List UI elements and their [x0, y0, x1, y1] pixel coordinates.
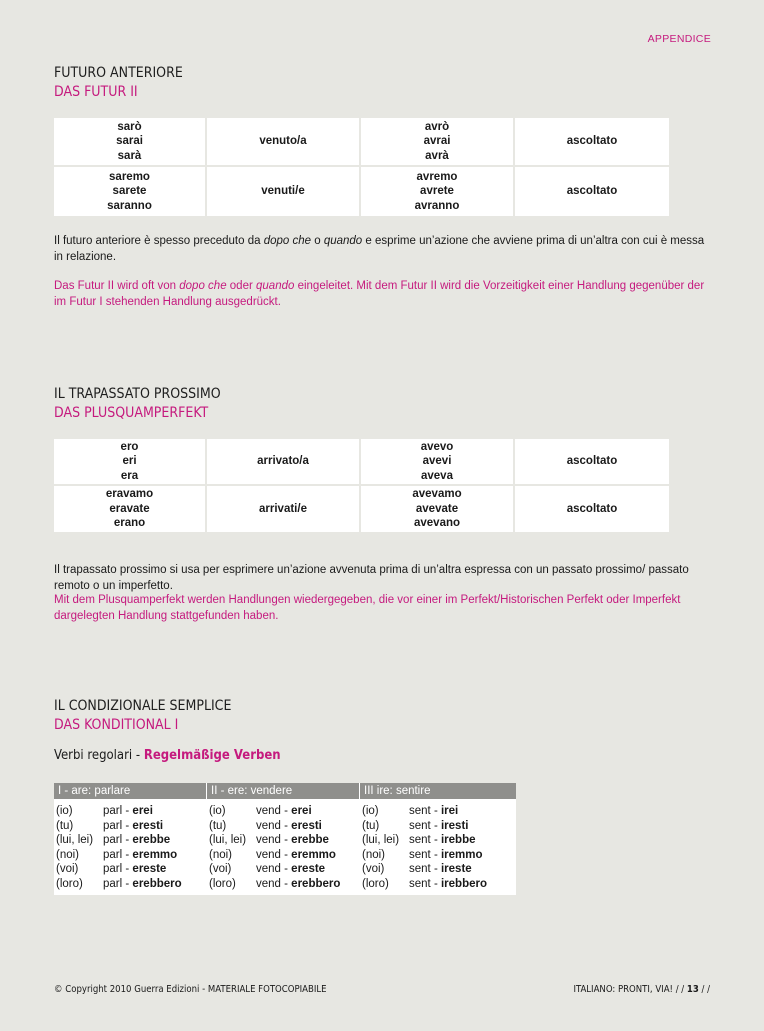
- page-number: 13: [686, 984, 699, 995]
- participle-cell: venuto/a: [207, 118, 361, 167]
- aux-form: avrete: [420, 185, 454, 198]
- aux-form: avevo: [420, 440, 454, 453]
- participle-cell: arrivati/e: [207, 486, 361, 532]
- verb-column-ire: [360, 783, 516, 892]
- verb-form: vend - ereste: [256, 863, 326, 876]
- verb-form: sent - ireste: [409, 863, 472, 876]
- futuro-title-de: DAS FUTUR II: [54, 84, 138, 100]
- table-row: [54, 486, 669, 532]
- conjugation-row: [207, 804, 359, 819]
- pronoun: (io): [209, 805, 226, 817]
- aux-form: saranno: [107, 199, 152, 212]
- pronoun: (loro): [209, 877, 236, 890]
- aux-form: sarò: [117, 120, 142, 133]
- conjugation-row: [360, 862, 516, 877]
- aux-cell: [54, 167, 207, 216]
- pronoun: (voi): [56, 863, 79, 876]
- column-header: I - are: parlare: [54, 783, 206, 799]
- aux-form: avrò: [424, 120, 450, 133]
- aux-cell: [54, 486, 207, 532]
- pronoun: (loro): [362, 877, 389, 890]
- aux-form: ero: [120, 440, 139, 453]
- participle-cell: arrivato/a: [207, 439, 361, 486]
- aux-form: avevi: [422, 455, 452, 468]
- verb-column-ere: [207, 783, 359, 892]
- pronoun: (lui, lei): [362, 834, 400, 847]
- conjugation-row: [54, 833, 206, 848]
- futuro-title-it: FUTURO ANTERIORE: [54, 65, 183, 81]
- futuro-explanation-de: Das Futur II wird oft von dopo che oder quando eingeleitet. Mit dem Futur II wird die Vorzeitigkeit einer Handlung gegenüber der im Futur I stehenden Handlung ausgedrückt.: [54, 280, 705, 308]
- conjugation-row: [54, 862, 206, 877]
- pronoun: (loro): [56, 877, 83, 890]
- appendix-label: APPENDICE: [647, 33, 711, 45]
- aux-form: sarete: [112, 185, 147, 198]
- pronoun: (voi): [362, 863, 385, 876]
- trapassato-table: [54, 439, 669, 532]
- aux-form: erano: [113, 517, 146, 530]
- futuro-heading: [54, 64, 670, 102]
- conjugation-row: [54, 819, 206, 834]
- verb-form: vend - erebbero: [256, 877, 341, 890]
- aux-cell: [361, 118, 515, 167]
- trapassato-explanation-de: Mit dem Plusquamperfekt werden Handlungen wiedergegeben, die vor einer im Perfekt/Historischen Perfekt oder Imperfekt dargelegten Handlung stattgefunden haben.: [54, 594, 681, 622]
- column-header: II - ere: vendere: [207, 783, 359, 799]
- participle-cell: venuti/e: [207, 167, 361, 216]
- aux-form: eravamo: [105, 488, 154, 501]
- aux-cell: [54, 439, 207, 486]
- conditional-verb-table: [54, 783, 516, 895]
- futuro-table: [54, 118, 669, 216]
- verb-form: parl - eresti: [103, 819, 164, 832]
- aux-form: era: [120, 469, 139, 482]
- trapassato-title-it: IL TRAPASSATO PROSSIMO: [54, 386, 221, 402]
- aux-form: eravate: [109, 502, 150, 515]
- aux-cell: [361, 167, 515, 216]
- conjugation-row: [360, 833, 516, 848]
- aux-form: avevate: [415, 502, 459, 515]
- conjugation-row: [207, 819, 359, 834]
- verb-form: sent - irebbe: [409, 834, 476, 847]
- table-row: [54, 118, 669, 167]
- pronoun: (noi): [362, 848, 386, 861]
- column-header: III ire: sentire: [360, 783, 516, 799]
- participle-cell: ascoltato: [515, 439, 669, 486]
- pronoun: (noi): [209, 848, 233, 861]
- participle-cell: ascoltato: [515, 118, 669, 167]
- verb-column-are: [54, 783, 206, 892]
- conjugation-row: [360, 848, 516, 863]
- verb-form: parl - erei: [103, 805, 153, 817]
- conjugation-row: [54, 804, 206, 819]
- pronoun: (lui, lei): [56, 834, 94, 847]
- aux-form: avremo: [416, 170, 458, 183]
- aux-form: sarà: [117, 149, 142, 162]
- pronoun: (tu): [362, 819, 380, 832]
- conjugation-row: [54, 877, 206, 892]
- trapassato-explanation-it: Il trapassato prossimo si usa per esprimere un’azione avvenuta prima di un’altra espressa con un passato prossimo/ passato remoto o un imperfetto.: [54, 564, 689, 592]
- aux-form: aveva: [421, 469, 453, 482]
- aux-form: avrà: [425, 149, 449, 162]
- pronoun: (io): [362, 805, 379, 817]
- aux-form: avevano: [413, 517, 461, 530]
- conjugation-row: [360, 819, 516, 834]
- aux-form: saremo: [109, 170, 150, 183]
- aux-cell: [54, 118, 207, 167]
- verb-form: vend - erebbe: [256, 834, 329, 847]
- page-footer: ITALIANO: PRONTI, VIA! / / 13 / /: [573, 984, 710, 995]
- pronoun: (lui, lei): [209, 834, 247, 847]
- participle-cell: ascoltato: [566, 502, 618, 515]
- aux-form: sarai: [116, 135, 143, 148]
- aux-cell: [361, 439, 515, 486]
- conjugation-row: [360, 804, 516, 819]
- conjugation-row: [360, 877, 516, 892]
- table-row: [54, 167, 669, 216]
- conjugation-row: [207, 848, 359, 863]
- regular-verbs-subtitle: Verbi regolari - Regelmäßige Verben: [54, 748, 281, 763]
- table-row: [54, 439, 669, 486]
- aux-form: eri: [122, 455, 137, 468]
- aux-form: avrai: [423, 135, 451, 148]
- book-title: ITALIANO: PRONTI, VIA!: [573, 984, 673, 995]
- copyright-notice: © Copyright 2010 Guerra Edizioni - MATERIALE FOTOCOPIABILE: [54, 984, 327, 995]
- aux-cell: [361, 486, 515, 532]
- pronoun: (io): [56, 805, 73, 817]
- verb-form: vend - eremmo: [256, 848, 336, 861]
- condizionale-title-it: IL CONDIZIONALE SEMPLICE: [54, 698, 232, 714]
- pronoun: (voi): [209, 863, 232, 876]
- conjugation-row: [207, 833, 359, 848]
- conjugation-row: [54, 848, 206, 863]
- trapassato-heading: [54, 385, 670, 423]
- condizionale-heading: [54, 697, 670, 735]
- aux-form: avranno: [414, 199, 460, 212]
- condizionale-title-de: DAS KONDITIONAL I: [54, 717, 179, 733]
- futuro-explanation-it: Il futuro anteriore è spesso preceduto da dopo che o quando e esprime un’azione che avviene prima di un’altra con cui è messa in relazione.: [54, 235, 705, 263]
- verb-form: parl - ereste: [103, 863, 167, 876]
- pronoun: (tu): [209, 819, 227, 832]
- verb-form: vend - eresti: [256, 819, 322, 832]
- verb-form: sent - irei: [409, 805, 459, 817]
- conjugation-row: [207, 862, 359, 877]
- conjugation-row: [207, 877, 359, 892]
- participle-cell: ascoltato: [566, 185, 618, 198]
- verb-form: sent - iresti: [409, 819, 469, 832]
- pronoun: (tu): [56, 819, 74, 832]
- trapassato-title-de: DAS PLUSQUAMPERFEKT: [54, 405, 209, 421]
- verb-form: sent - iremmo: [409, 848, 483, 861]
- verb-form: parl - erebbero: [103, 877, 182, 890]
- verb-form: vend - erei: [256, 805, 312, 817]
- verb-form: parl - erebbe: [103, 834, 171, 847]
- aux-form: avevamo: [412, 488, 462, 501]
- verb-form: parl - eremmo: [103, 848, 178, 861]
- verb-form: sent - irebbero: [409, 877, 487, 890]
- pronoun: (noi): [56, 848, 80, 861]
